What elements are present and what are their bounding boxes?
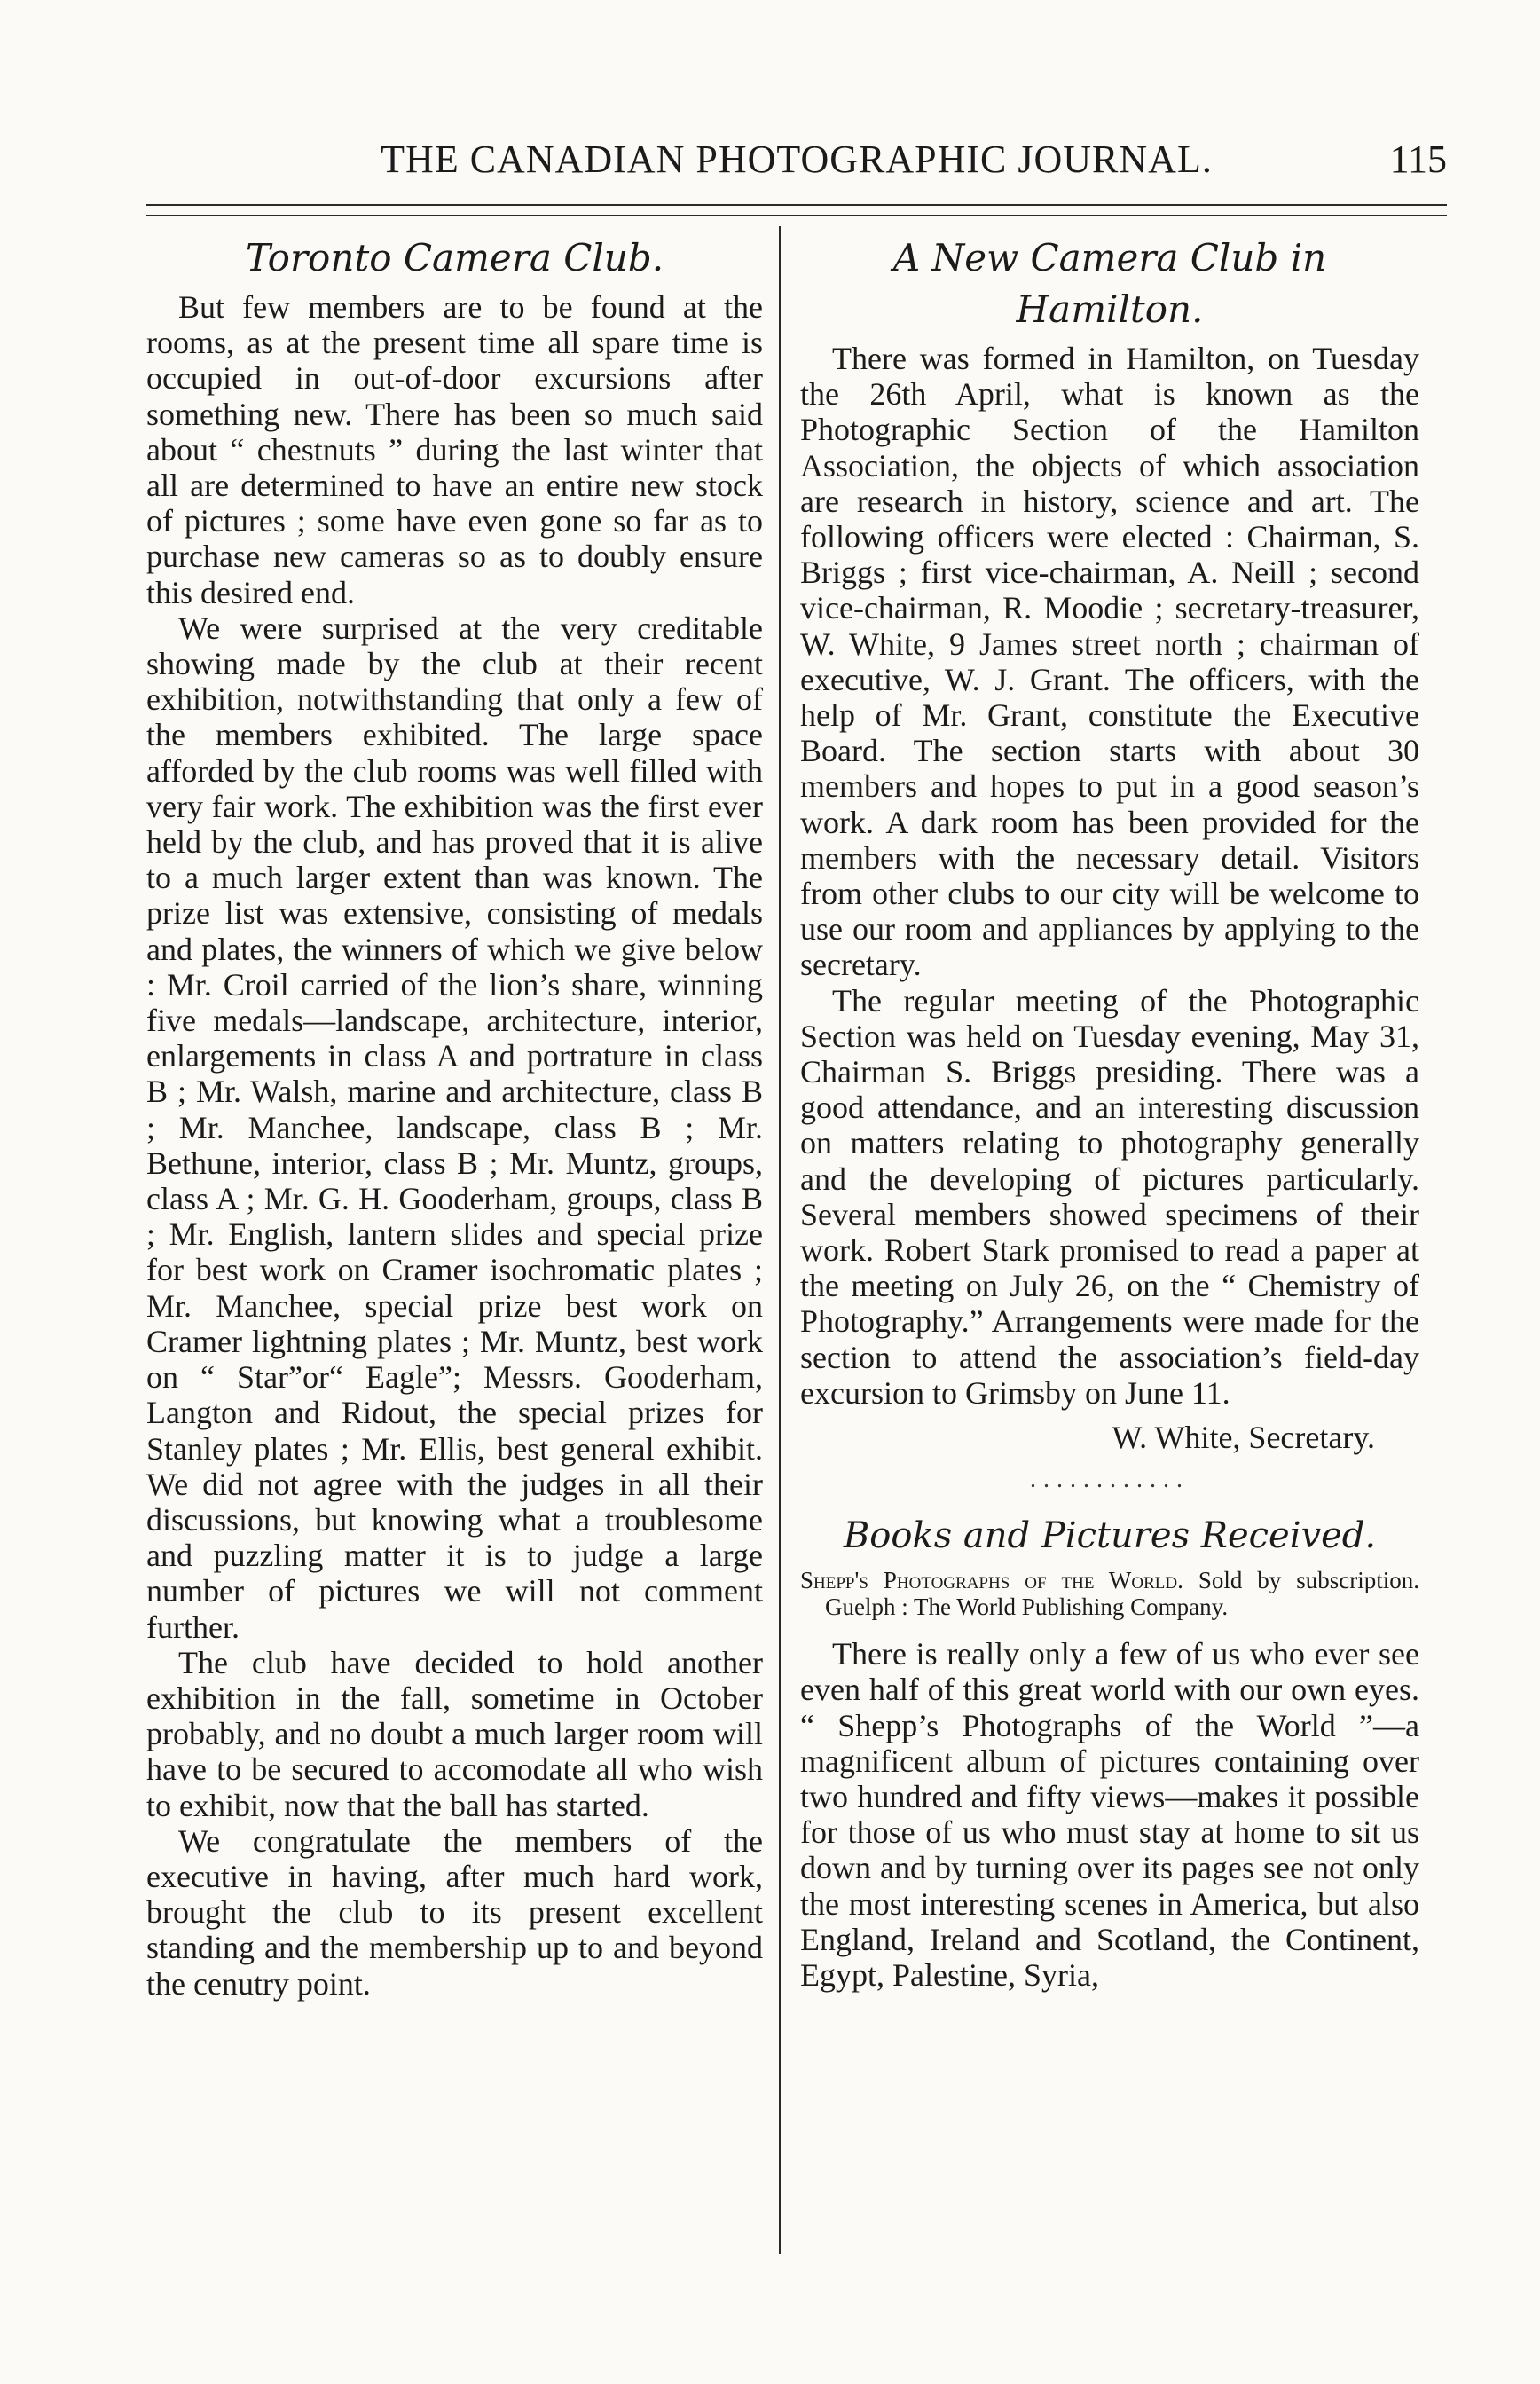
section-separator: ............ <box>1030 1466 1190 1494</box>
header-rule-bottom <box>146 215 1447 216</box>
column-divider <box>779 226 781 2254</box>
right-column <box>800 232 1419 1993</box>
journal-title: THE CANADIAN PHOTOGRAPHIC JOURNAL. <box>381 138 1213 181</box>
books-heading: Books and Pictures Received. <box>843 1515 1377 1557</box>
running-head <box>146 133 1447 186</box>
signature: W. White, Secretary. <box>1112 1420 1375 1456</box>
article-paragraph: But few members are to be found at the rooms, as at the present time all spare time is occupied in out-of-door excursions after something new. There has been so much said about “ chestnuts ” during the last winter that all are determined to have an entire new stock of pictures ; some have even gone so far as to purchase new cameras so as to doubly ensure this desired end. <box>146 289 763 610</box>
book-entry <box>800 1567 1419 1620</box>
article-paragraph: We congratulate the members of the executive in having, after much hard work, brought the club to its present excellent standing and the membership up to and beyond the cenutry point. <box>146 1822 763 2002</box>
article-paragraph: There was formed in Hamilton, on Tuesday the 26th April, what is known as the Photographic Section of the Hamilton Association, the objects of which association are research in history, science and art. The following officers were elected : Chairman, S. Briggs ; first vice-chairman, A. Neill ; second vice-chairman, R. Moodie ; secretary-treasurer, W. White, 9 James street north ; chairman of executive, W. J. Grant. The officers, with the help of Mr. Grant, constitute the Executive Board. The section starts with about 30 members and hopes to put in a good season’s work. A dark room has been provided for the members with the necessary detail. Visitors from other clubs to our city will be welcome to use our room and appliances by applying to the secretary. <box>800 341 1419 983</box>
article-heading-hamilton: A New Camera Club in Hamilton. <box>892 236 1327 331</box>
article-paragraph: The club have decided to hold another exhibition in the fall, sometime in October probably, and no doubt a much larger room will have to be secured to accomodate all who wish to exhibit, now that the ball has started. <box>146 1644 763 1823</box>
article-heading-toronto: Toronto Camera Club. <box>245 236 664 279</box>
page-number: 115 <box>1389 138 1447 181</box>
article-paragraph: We were surprised at the very creditable showing made by the club at their recent exhibition, notwithstanding that only a few of the members exhibited. The large space afforded by the club rooms was well filled with very fair work. The exhibition was the first ever held by the club, and has proved that it is alive to a much larger extent than was known. The prize list was extensive, consisting of medals and plates, the winners of which we give below : Mr. Croil carried of the lion’s share, winning five medals—landscape, architecture, interior, enlargements in class A and portrature in class B ; Mr. Walsh, marine and architecture, class B ; Mr. Manchee, landscape, class B ; Mr. Bethune, interior, class B ; Mr. Muntz, groups, class A ; Mr. G. H. Gooderham, groups, class B ; Mr. English, lantern slides and special prize for best work on Cramer isochromatic plates ; Mr. Manchee, special prize best work on Cramer lightning plates ; Mr. Muntz, best work on “ Star”or“ Eagle”; Messrs. Gooderham, Langton and Ridout, the special prizes for Stanley plates ; Mr. Ellis, best general exhibit. We did not agree with the judges in all their discussions, but knowing what a troublesome and puzzling matter it is to judge a large number of pictures we will not comment further. <box>146 610 763 1645</box>
left-column <box>146 232 763 2002</box>
book-details: Sold by subscription. Guelph : The World Publishing Company. <box>825 1567 1420 1621</box>
article-paragraph: There is really only a few of us who ever see even half of this great world with our own eyes. “ Shepp’s Photographs of the World ”—a magnificent album of pictures containing over two hundred and fifty views—makes it possible for those of us who must stay at home to sit us down and by turning over its pages see not only the most interesting scenes in America, but also England, Ireland and Scotland, the Continent, Egypt, Palestine, Syria, <box>800 1636 1419 1993</box>
header-rule-top <box>146 204 1447 206</box>
book-title: Shepp's Photographs of the World. <box>800 1567 1183 1594</box>
article-paragraph: The regular meeting of the Photographic Section was held on Tuesday evening, May 31, Chairman S. Briggs presiding. There was a good attendance, and an interesting discussion on matters relating to photography generally and the developing of pictures particularly. Several members showed specimens of their work. Robert Stark promised to read a paper at the meeting on July 26, on the “ Chemistry of Photography.” Arrangements were made for the section to attend the association’s field-day excursion to Grimsby on June 11. <box>800 982 1419 1411</box>
